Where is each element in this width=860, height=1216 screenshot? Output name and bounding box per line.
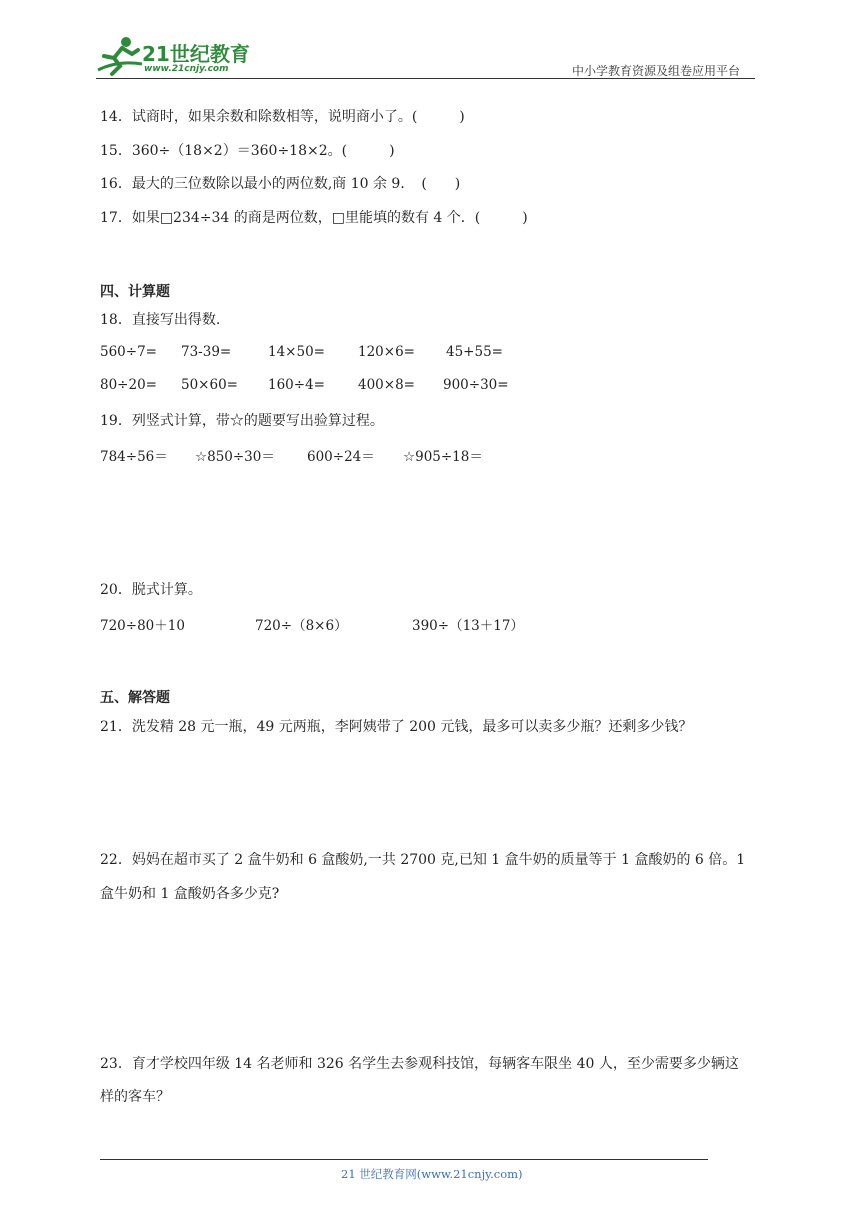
logo-url: www.21cnjy.com bbox=[144, 64, 229, 74]
calc-item: 400×8= bbox=[358, 377, 415, 393]
section-4-title: 四、计算题 bbox=[100, 284, 170, 300]
calc-item: 120×6= bbox=[358, 344, 415, 360]
logo-brand: 21世纪教育 bbox=[142, 42, 250, 66]
calc-item: 784÷56＝ bbox=[100, 449, 168, 465]
header-rule bbox=[96, 78, 755, 79]
calc-item: 600÷24＝ bbox=[307, 449, 375, 465]
question-22-cont: 盒牛奶和 1 盒酸奶各多少克? bbox=[100, 886, 280, 902]
footer-link[interactable]: 21 世纪教育网(www.21cnjy.com) bbox=[341, 1167, 523, 1181]
question-20: 20．脱式计算。 bbox=[100, 582, 202, 598]
section-5-title: 五、解答题 bbox=[100, 690, 170, 706]
calc-item: 160÷4= bbox=[268, 377, 325, 393]
question-15: 15．360÷（18×2）＝360÷18×2。( ) bbox=[100, 143, 395, 159]
question-21: 21．洗发精 28 元一瓶，49 元两瓶，李阿姨带了 200 元钱，最多可以卖多少瓶？还剩多少钱？ bbox=[100, 719, 693, 735]
header-platform-text: 中小学教育资源及组卷应用平台 bbox=[572, 64, 741, 78]
footer-rule bbox=[100, 1159, 708, 1160]
calc-item: 14×50= bbox=[268, 344, 325, 360]
calc-item: 900÷30= bbox=[443, 377, 509, 393]
calc-item: 390÷（13＋17） bbox=[412, 618, 524, 634]
header-logo bbox=[92, 34, 262, 80]
runner-logo-icon bbox=[92, 34, 144, 78]
question-19: 19．列竖式计算，带☆的题要写出验算过程。 bbox=[100, 413, 384, 429]
calc-item: 73-39= bbox=[181, 344, 232, 360]
question-17: 17．如果□234÷34 的商是两位数，□里能填的数有 4 个．( ) bbox=[100, 210, 528, 226]
calc-item: 50×60= bbox=[181, 377, 238, 393]
question-16: 16．最大的三位数除以最小的两位数,商 10 余 9． ( ) bbox=[100, 176, 461, 192]
calc-item: ☆850÷30＝ bbox=[195, 449, 275, 465]
calc-item: 80÷20= bbox=[100, 377, 157, 393]
calc-item: 720÷80＋10 bbox=[100, 618, 185, 634]
calc-item: 720÷（8×6） bbox=[255, 618, 348, 634]
question-18: 18．直接写出得数. bbox=[100, 312, 221, 328]
question-14: 14．试商时，如果余数和除数相等，说明商小了。( ) bbox=[100, 109, 465, 125]
question-22: 22．妈妈在超市买了 2 盒牛奶和 6 盒酸奶,一共 2700 克,已知 1 盒牛奶的质量等于 1 盒酸奶的 6 倍。1 bbox=[100, 852, 746, 868]
question-23-cont: 样的客车？ bbox=[100, 1089, 170, 1105]
question-23: 23．育才学校四年级 14 名老师和 326 名学生去参观科技馆，每辆客车限坐 40 人，至少需要多少辆这 bbox=[100, 1056, 739, 1072]
calc-item: 45+55= bbox=[446, 344, 503, 360]
calc-item: ☆905÷18＝ bbox=[403, 449, 483, 465]
calc-item: 560÷7= bbox=[100, 344, 157, 360]
